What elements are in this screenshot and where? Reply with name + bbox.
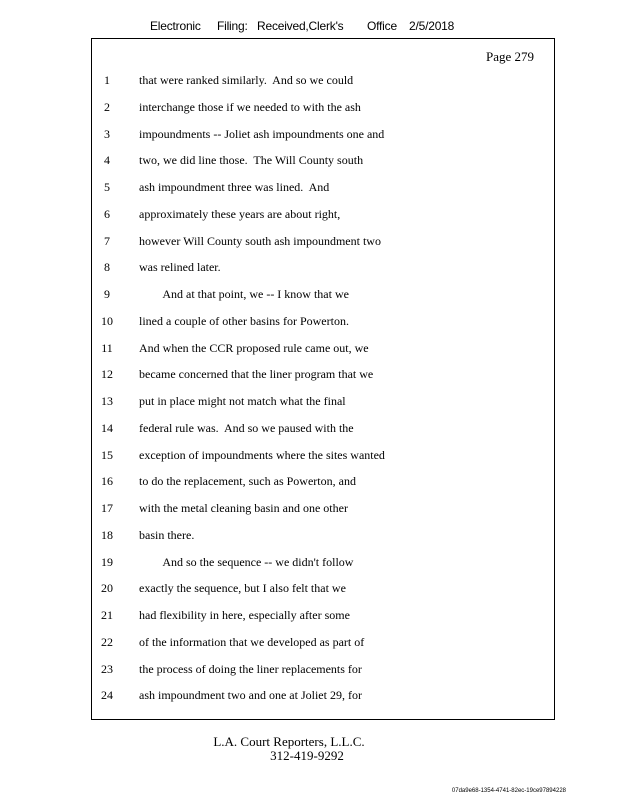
line-number: 21 [101, 608, 113, 622]
line-text: approximately these years are about right, [139, 206, 341, 221]
line-number: 13 [101, 394, 113, 408]
line-number: 18 [101, 527, 113, 542]
page-number: Page 279 [486, 49, 535, 64]
header-word-2: Filing: [217, 19, 248, 33]
line-number: 12 [101, 367, 113, 382]
transcript-line [0, 260, 618, 286]
line-text: impoundments -- Joliet ash impoundments one and [139, 126, 385, 141]
line-text: basin there. [139, 527, 195, 542]
transcript-line [0, 555, 618, 581]
transcript-line [0, 287, 618, 313]
line-number: 6 [104, 206, 110, 221]
transcript-line [0, 688, 618, 714]
transcript-line [0, 207, 618, 233]
line-number: 7 [104, 233, 110, 248]
line-number: 11 [101, 340, 113, 355]
line-number: 14 [101, 420, 113, 435]
transcript-line [0, 501, 618, 527]
line-text: became concerned that the liner program that we [139, 367, 374, 382]
transcript-line [0, 421, 618, 447]
line-number: 2 [104, 99, 110, 114]
line-text: however Will County south ash impoundment two [139, 233, 381, 248]
transcript-line [0, 153, 618, 179]
line-text: to do the replacement, such as Powerton, and [139, 474, 356, 489]
line-number: 20 [101, 581, 113, 596]
line-text: that were ranked similarly. And so we could [139, 73, 354, 87]
transcript-line [0, 234, 618, 260]
transcript-line [0, 448, 618, 474]
transcript-line [0, 367, 618, 393]
line-number: 24 [101, 688, 113, 703]
line-text: federal rule was. And so we paused with the [139, 420, 354, 435]
line-text: lined a couple of other basins for Powerton. [139, 313, 349, 328]
transcript-line [0, 341, 618, 367]
transcript-line [0, 608, 618, 634]
line-text: two, we did line those. The Will County south [139, 153, 364, 168]
line-text: interchange those if we needed to with the ash [139, 99, 361, 114]
transcript-line [0, 528, 618, 554]
line-number: 19 [101, 554, 113, 569]
line-text: And when the CCR proposed rule came out, we [139, 340, 369, 355]
footer-company: L.A. Court Reporters, L.L.C. [213, 734, 365, 749]
line-number: 17 [101, 501, 113, 515]
line-text: had flexibility in here, especially after some [139, 608, 350, 622]
line-number: 16 [101, 474, 113, 489]
line-text: ash impoundment three was lined. And [139, 180, 330, 194]
line-text: put in place might not match what the final [139, 394, 346, 408]
line-number: 5 [104, 180, 110, 194]
line-number: 23 [101, 661, 113, 676]
transcript-line [0, 314, 618, 340]
transcript-line [0, 474, 618, 500]
line-number: 9 [104, 287, 110, 301]
line-text: the process of doing the liner replacements for [139, 661, 362, 676]
transcript-line [0, 100, 618, 126]
line-text: was relined later. [139, 260, 221, 275]
line-number: 1 [104, 73, 110, 87]
footer-phone: 312-419-9292 [270, 748, 344, 763]
line-number: 22 [101, 634, 113, 649]
document-id: 07da9e68-1354-4741-82ec-19ce97894228 [451, 788, 566, 794]
transcript-line [0, 662, 618, 688]
line-number: 4 [104, 153, 110, 168]
transcript-line [0, 127, 618, 153]
line-text: with the metal cleaning basin and one other [139, 501, 348, 515]
line-number: 8 [104, 260, 110, 275]
transcript-line [0, 394, 618, 420]
line-number: 10 [101, 313, 113, 328]
line-text: And so the sequence -- we didn't follow [139, 554, 354, 569]
transcript-line [0, 180, 618, 206]
line-text: of the information that we developed as part of [139, 634, 365, 649]
line-number: 3 [104, 126, 110, 141]
transcript-line [0, 635, 618, 661]
line-text: exactly the sequence, but I also felt that we [139, 581, 346, 596]
header-date: 2/5/2018 [409, 19, 455, 33]
header-word-4: Office [367, 19, 397, 33]
transcript-line [0, 581, 618, 607]
transcript-line [0, 73, 618, 99]
line-number: 15 [101, 447, 113, 462]
electronic-filing-header [150, 19, 480, 35]
header-word-3: Received,Clerk's [257, 19, 344, 33]
line-text: ash impoundment two and one at Joliet 29, for [139, 688, 362, 703]
line-text: exception of impoundments where the sites wanted [139, 447, 385, 462]
header-word-1: Electronic [150, 19, 201, 33]
line-text: And at that point, we -- I know that we [139, 287, 349, 301]
